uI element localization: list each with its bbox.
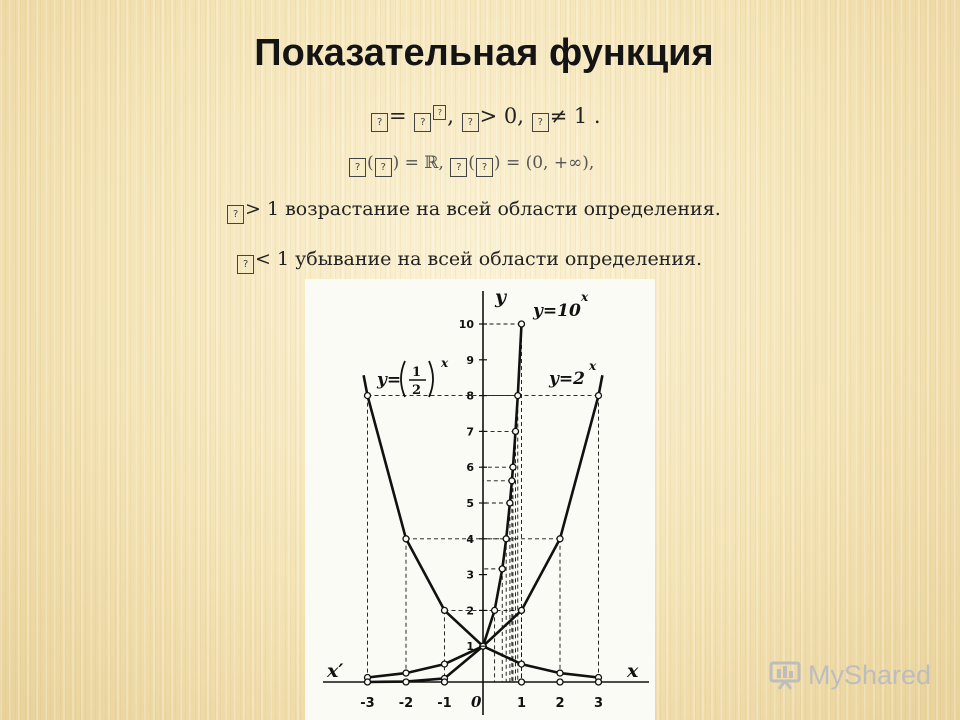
formula-cond-positive: > 0, xyxy=(479,104,531,128)
axis-point xyxy=(442,679,448,685)
slide-title: Показательная функция xyxy=(254,32,714,74)
x-tick-label: 2 xyxy=(555,696,565,711)
definition-formula xyxy=(370,104,601,132)
missing-glyph-icon: ? xyxy=(237,255,254,274)
presentation-icon xyxy=(768,660,802,690)
y-tick-label: 10 xyxy=(458,318,474,331)
axis-point xyxy=(596,679,602,685)
y-tick-label: 3 xyxy=(466,568,474,582)
domain-range-formula xyxy=(348,153,594,177)
exponential-chart xyxy=(305,279,655,720)
x-tick-label: -1 xyxy=(437,696,452,711)
label-half-exp: x xyxy=(441,356,449,370)
x-tick-label: -2 xyxy=(398,696,414,711)
data-point xyxy=(507,500,513,506)
formula-cond-gt-one: > 1 xyxy=(245,198,286,220)
data-point xyxy=(509,478,515,484)
formula-cond-lt-one: < 1 xyxy=(255,248,296,270)
data-point xyxy=(365,393,371,399)
data-point xyxy=(510,464,516,470)
formula-paren: ( xyxy=(468,153,475,173)
data-point xyxy=(492,607,498,613)
y-tick-label: 4 xyxy=(466,532,474,546)
missing-glyph-icon: ? xyxy=(349,158,366,177)
data-point xyxy=(557,670,563,676)
label-half-prefix: y= xyxy=(377,370,402,390)
missing-glyph-icon: ? xyxy=(371,113,388,132)
formula-paren: ( xyxy=(367,153,374,173)
x-tick-label: -3 xyxy=(360,696,375,711)
data-point xyxy=(442,607,448,613)
label-half-num: 1 xyxy=(412,365,422,380)
missing-glyph-icon: ? xyxy=(414,113,431,132)
data-point xyxy=(515,393,521,399)
label-10x-exp: x xyxy=(581,290,589,304)
missing-glyph-icon: ? xyxy=(532,113,549,132)
missing-glyph-icon: ? xyxy=(375,158,392,177)
axis-point xyxy=(557,679,563,685)
missing-glyph-icon: ? xyxy=(462,113,479,132)
data-point xyxy=(503,536,509,542)
watermark-text: MyShared xyxy=(808,659,932,690)
data-point xyxy=(519,661,525,667)
data-point xyxy=(513,428,519,434)
x-axis-neg-label: x′ xyxy=(327,660,344,682)
origin-label: 0 xyxy=(471,693,482,711)
data-point xyxy=(596,393,602,399)
missing-glyph-icon: ? xyxy=(433,105,446,120)
x-axis-label: x xyxy=(627,660,639,682)
missing-glyph-icon: ? xyxy=(476,158,493,177)
formula-equals: = xyxy=(389,104,414,128)
data-point xyxy=(499,566,505,572)
left-paren xyxy=(401,361,405,397)
formula-comma: , xyxy=(447,104,461,128)
formula-domain: ) = ℝ, xyxy=(392,153,450,173)
data-point xyxy=(519,321,525,327)
data-point xyxy=(403,670,409,676)
label-2x-exp: x xyxy=(589,359,597,373)
y-tick-label: 1 xyxy=(466,640,474,654)
missing-glyph-icon: ? xyxy=(227,205,244,224)
y-tick-label: 5 xyxy=(466,497,474,510)
y-axis-label: y xyxy=(495,286,507,308)
data-point xyxy=(403,536,409,542)
label-half-den: 2 xyxy=(412,383,422,398)
watermark xyxy=(768,655,931,695)
data-point xyxy=(557,536,563,542)
x-tick-label: 1 xyxy=(516,696,527,711)
data-point xyxy=(442,661,448,667)
right-paren xyxy=(429,361,433,397)
axis-point xyxy=(519,679,525,685)
decreasing-text: убывание на всей области определения. xyxy=(295,248,703,270)
y-tick-label: 2 xyxy=(466,604,474,618)
increasing-text: возрастание на всей области определения. xyxy=(285,198,721,220)
data-point xyxy=(519,607,525,613)
y-tick-label: 8 xyxy=(466,389,474,403)
decreasing-formula xyxy=(236,248,702,274)
axis-point xyxy=(403,679,409,685)
label-10x: y=10 xyxy=(533,301,581,321)
increasing-formula xyxy=(226,198,721,224)
x-tick-label: 3 xyxy=(593,696,604,711)
formula-cond-not-one: ≠ 1 . xyxy=(549,104,601,128)
y-tick-label: 6 xyxy=(466,461,474,475)
label-2x: y=2 xyxy=(549,369,585,389)
formula-range: ) = (0, +∞), xyxy=(493,153,595,173)
axis-point xyxy=(365,679,371,685)
y-tick-label: 9 xyxy=(466,353,474,367)
y-tick-label: 7 xyxy=(466,425,474,439)
missing-glyph-icon: ? xyxy=(450,158,467,177)
graph-panel xyxy=(305,279,655,720)
